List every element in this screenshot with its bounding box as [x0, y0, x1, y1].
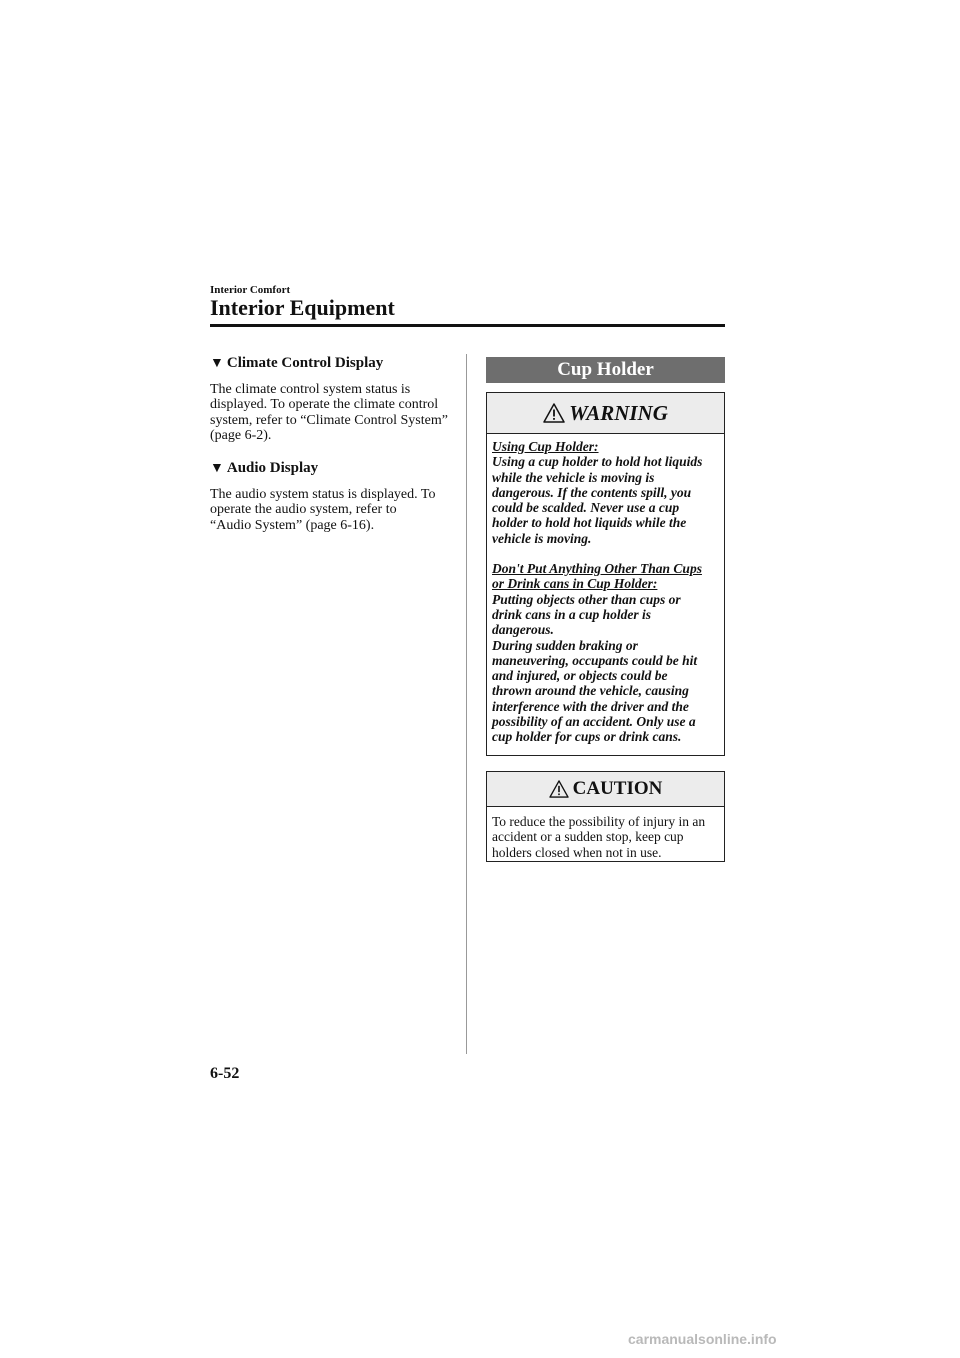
text-line: (page 6-2). [210, 428, 272, 444]
text-line: holder to hold hot liquids while the [492, 515, 687, 531]
caution-body [487, 807, 724, 860]
text-line: Using a cup holder to hold hot liquids [492, 454, 703, 470]
section-label: Interior Comfort [210, 284, 291, 296]
text-line: operate the audio system, refer to [210, 502, 397, 518]
warning-subheading: Don't Put Anything Other Than Cups [492, 561, 702, 577]
warning-subheading: or Drink cans in Cup Holder: [492, 576, 658, 592]
text-line: The climate control system status is [210, 382, 411, 397]
text-line: while the vehicle is moving is [492, 469, 655, 485]
page-number: 6-52 [210, 1065, 240, 1082]
text-line: dangerous. [492, 622, 554, 638]
text-line: During sudden braking or [492, 637, 638, 653]
warning-box [486, 392, 725, 756]
text-line: To reduce the possibility of injury in an [492, 814, 706, 829]
climate-heading-text: Climate Control Display [226, 355, 384, 371]
column-divider [466, 354, 467, 1054]
page-title: Interior Equipment [210, 295, 395, 320]
warning-triangle-icon [543, 403, 565, 423]
caution-box [486, 771, 725, 862]
text-line: vehicle is moving. [492, 530, 592, 546]
caution-title: CAUTION [572, 778, 663, 799]
cup-holder-banner: Cup Holder [486, 357, 725, 383]
text-line: Putting objects other than cups or [492, 591, 681, 607]
text-line: dangerous. If the contents spill, you [492, 484, 692, 500]
climate-heading [210, 355, 383, 372]
text-line: system, refer to “Climate Control System” [210, 412, 448, 428]
text-line: possibility of an accident. Only use a [492, 714, 696, 730]
text-line: maneuvering, occupants could be hit [492, 652, 698, 668]
warning-body [487, 434, 724, 745]
text-line: holders closed when not in use. [492, 844, 662, 860]
text-line: thrown around the vehicle, causing [492, 683, 689, 699]
title-rule [210, 324, 725, 327]
text-line: and injured, or objects could be [492, 668, 668, 684]
audio-paragraph [210, 487, 455, 533]
warning-title: WARNING [569, 400, 668, 425]
climate-paragraph [210, 382, 455, 444]
warning-triangle-icon [549, 780, 569, 798]
text-line: could be scalded. Never use a cup [492, 500, 680, 516]
warning-header [487, 393, 724, 434]
text-line: accident or a sudden stop, keep cup [492, 829, 684, 845]
watermark: carmanualsonline.info [628, 1331, 777, 1347]
text-line: “Audio System” (page 6-16). [210, 517, 375, 533]
text-line: displayed. To operate the climate control [210, 397, 439, 413]
triangle-marker-icon: ▼ [210, 460, 224, 476]
caution-header [487, 772, 724, 807]
text-line: cup holder for cups or drink cans. [492, 729, 682, 745]
warning-subheading: Using Cup Holder: [492, 439, 599, 454]
audio-heading-text: Audio Display [226, 460, 319, 476]
text-line: The audio system status is displayed. To [210, 487, 436, 502]
text-line: interference with the driver and the [492, 698, 689, 714]
text-line: drink cans in a cup holder is [492, 606, 652, 622]
triangle-marker-icon: ▼ [210, 355, 224, 371]
audio-heading [210, 460, 318, 477]
